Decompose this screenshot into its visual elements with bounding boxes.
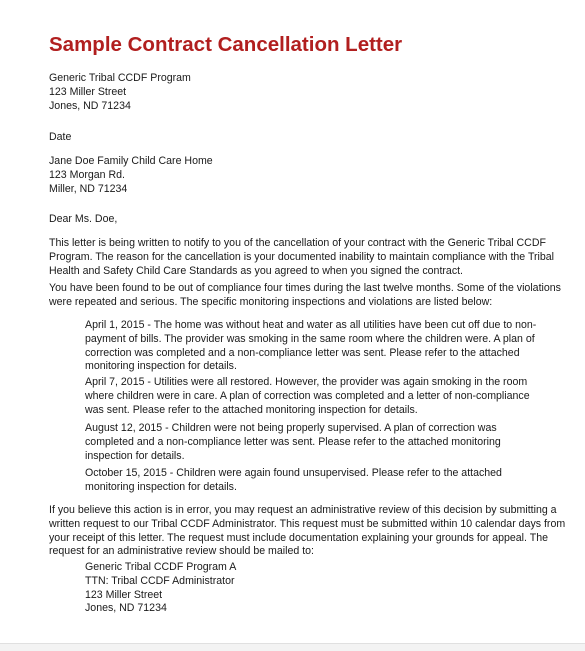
mail-to-line: Jones, ND 71234 <box>85 602 167 615</box>
paragraph-line: your receipt of this letter. The request must include documentation explaining your grounds for appeal. The <box>49 531 548 544</box>
paragraph-line: Program. The reason for the cancellation is your documented inability to maintain compliance with the Tribal <box>49 250 555 263</box>
salutation-text: Dear Ms. Doe, <box>49 213 118 225</box>
violation-line: October 15, 2015 - Children were again found unsupervised. Please refer to the attached <box>85 467 502 479</box>
mail-to-address <box>85 561 236 616</box>
violation-line: was sent. Please refer to the attached monitoring inspection for details. <box>85 403 418 416</box>
paragraph-appeal <box>49 504 565 559</box>
violation-line: correction was completed and a non-compliance letter was sent. Please refer to the attached <box>85 346 520 359</box>
violation-line: monitoring inspection for details. <box>85 360 237 373</box>
violation-item <box>85 467 502 495</box>
violation-line: inspection for details. <box>85 449 185 462</box>
paragraph-line: If you believe this action is in error, you may request an administrative review of this decision by submitting a <box>49 504 557 516</box>
sender-line: Generic Tribal CCDF Program <box>49 72 191 84</box>
paragraph-line: were repeated and serious. The specific monitoring inspections and violations are listed below: <box>49 295 493 308</box>
page-title: Sample Contract Cancellation Letter <box>49 33 403 56</box>
violation-line: completed and a non-compliance letter was sent. Please refer to the attached monitoring <box>85 435 501 448</box>
recipient-address <box>49 155 213 196</box>
sender-line: Jones, ND 71234 <box>49 99 131 112</box>
violation-item <box>85 376 530 417</box>
violation-line: April 7, 2015 - Utilities were all restored. However, the provider was again smoking in the room <box>85 376 528 388</box>
recipient-line: Miller, ND 71234 <box>49 182 128 195</box>
salutation <box>49 213 117 227</box>
violation-line: payment of bills. The provider was smoking in the same room where the children were. A plan of <box>85 332 535 345</box>
paragraph-line: written request to our Tribal CCDF Administrator. This request must be submitted within 10 calendar days from <box>49 517 566 530</box>
violation-item <box>85 422 501 463</box>
violation-line: where children were in care. A plan of correction was completed and a letter of non-compliance <box>85 389 530 402</box>
recipient-line: Jane Doe Family Child Care Home <box>49 155 213 167</box>
paragraph-line: request for an administrative review should be mailed to: <box>49 545 314 558</box>
date-label: Date <box>49 131 72 143</box>
violation-item <box>85 319 536 374</box>
violation-line: monitoring inspection for details. <box>85 480 237 493</box>
paragraph-line: Health and Safety Child Care Standards as you agreed to when you signed the contract. <box>49 264 463 277</box>
mail-to-line: Generic Tribal CCDF Program A <box>85 561 237 573</box>
recipient-line: 123 Morgan Rd. <box>49 168 125 181</box>
paragraph-compliance <box>49 282 561 310</box>
sender-address <box>49 72 191 113</box>
violation-line: August 12, 2015 - Children were not being properly supervised. A plan of correction was <box>85 422 497 434</box>
date-line <box>49 131 71 145</box>
mail-to-line: TTN: Tribal CCDF Administrator <box>85 574 235 587</box>
paragraph-line: This letter is being written to notify to you of the cancellation of your contract with the Generic Tribal CCDF <box>49 237 546 249</box>
violation-line: April 1, 2015 - The home was without heat and water as all utilities have been cut off due to non- <box>85 319 537 331</box>
paragraph-line: You have been found to be out of compliance four times during the last twelve months. Some of the violations <box>49 282 561 294</box>
mail-to-line: 123 Miller Street <box>85 588 163 601</box>
sender-line: 123 Miller Street <box>49 85 127 98</box>
paragraph-notice <box>49 237 554 278</box>
